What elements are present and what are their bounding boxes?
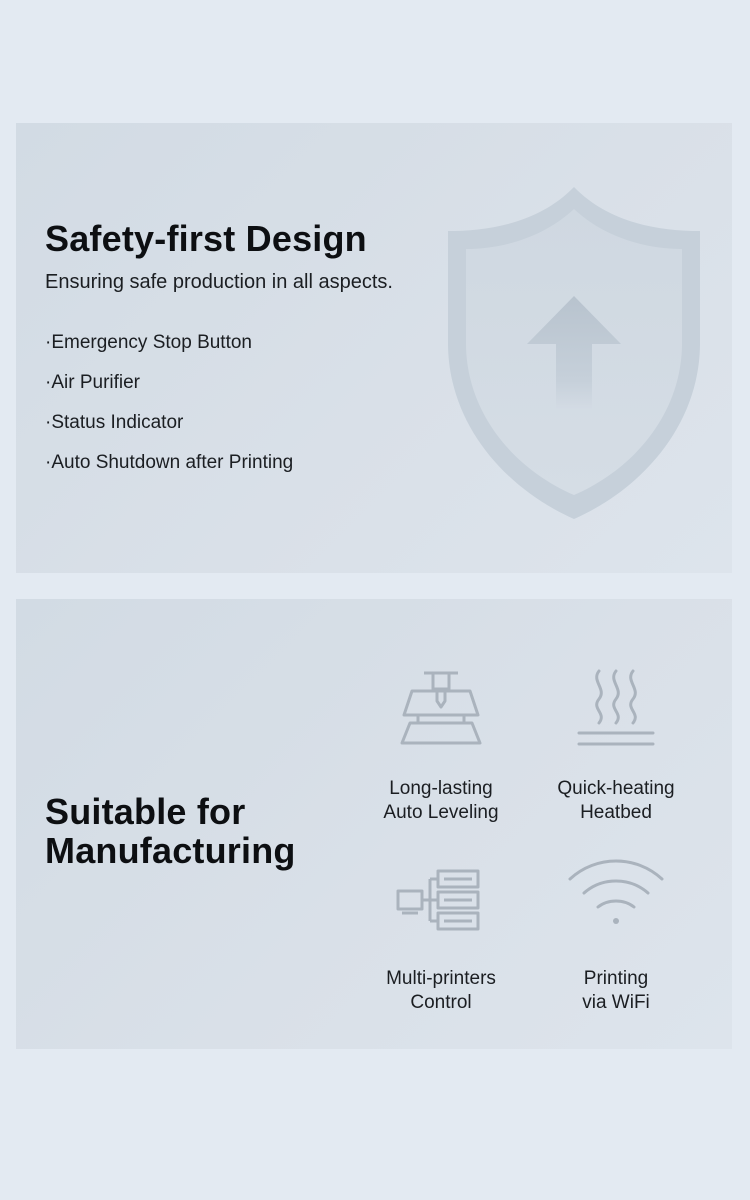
feature-wifi-printing: [531, 857, 701, 1015]
safety-panel: [16, 123, 732, 573]
feature-label: Printing via WiFi: [582, 968, 650, 1013]
feature-label: Quick-heating Heatbed: [557, 778, 675, 823]
feature-auto-leveling: [356, 667, 526, 825]
list-item: ·Status Indicator: [45, 412, 184, 433]
feature-label: Long-lasting Auto Leveling: [383, 778, 499, 823]
manufacturing-title: Suitable for Manufacturing: [45, 791, 296, 871]
list-item: ·Air Purifier: [45, 372, 141, 393]
list-item: ·Auto Shutdown after Printing: [45, 452, 294, 473]
safety-subtitle: Ensuring safe production in all aspects.: [45, 271, 393, 293]
safety-title: Safety-first Design: [45, 218, 367, 259]
list-item: ·Emergency Stop Button: [45, 332, 252, 353]
auto-leveling-icon: [396, 669, 486, 755]
feature-label: Multi-printers Control: [386, 968, 496, 1013]
heatbed-icon: [571, 667, 661, 753]
feature-heatbed: [531, 667, 701, 825]
multi-printer-icon: [396, 869, 486, 939]
shield-arrow-up-icon: [444, 183, 704, 523]
feature-multi-printer-control: [356, 857, 526, 1015]
safety-feature-list: [45, 329, 293, 489]
manufacturing-panel: [16, 599, 732, 1049]
wifi-icon: [566, 857, 666, 937]
